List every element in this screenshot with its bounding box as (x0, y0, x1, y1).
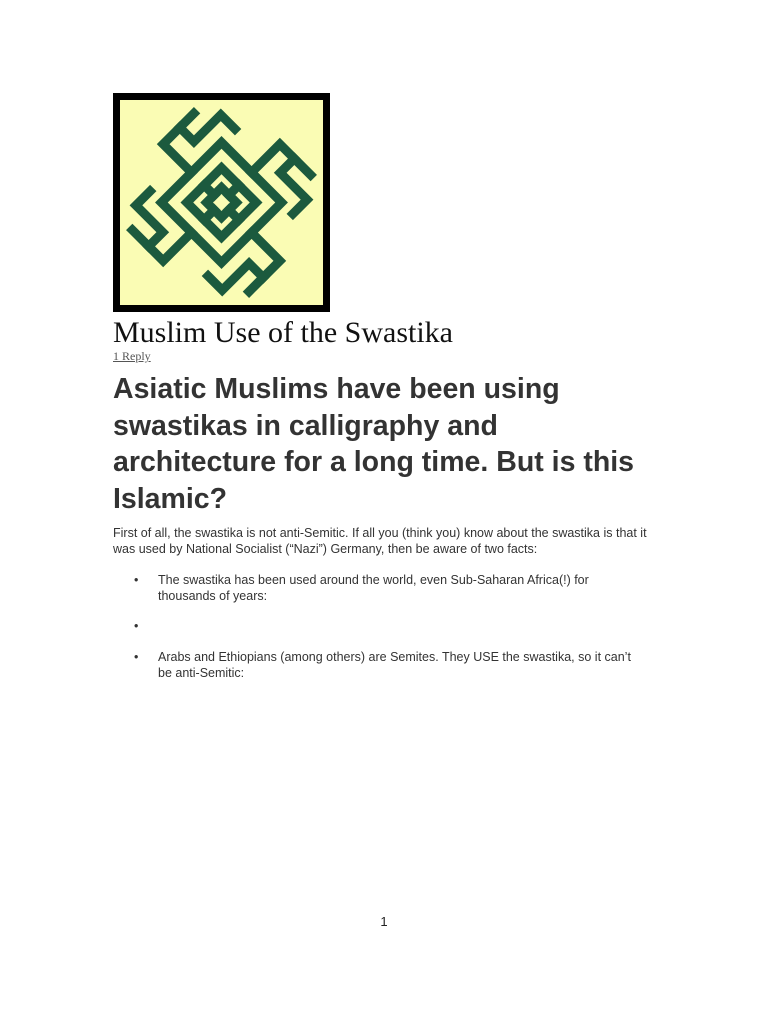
bullet-icon: • (134, 573, 139, 587)
post-title: Muslim Use of the Swastika (113, 316, 453, 349)
list-item-text: Arabs and Ethiopians (among others) are Semites. They USE the swastika, so it can’t be anti-Semitic: (158, 650, 631, 680)
kufic-calligraphy-graphic (120, 100, 323, 305)
list-item (134, 573, 648, 604)
article-headline: Asiatic Muslims have been using swastikas in calligraphy and architecture for a long time. But is this Islamic? (113, 373, 635, 515)
kufic-swastika-image (113, 93, 330, 312)
intro-paragraph: First of all, the swastika is not anti-Semitic. If all you (think you) know about the swastika is that it was used by National Socialist (“Nazi”) Germany, then be aware of two facts: (113, 526, 647, 556)
bullet-icon: • (134, 650, 139, 664)
list-item-text: The swastika has been used around the world, even Sub-Saharan Africa(!) for thousands of years: (158, 573, 589, 603)
bullet-icon: • (134, 619, 139, 633)
page-number: 1 (380, 914, 388, 929)
list-item (134, 650, 648, 681)
reply-count-link[interactable]: 1 Reply (113, 349, 151, 363)
